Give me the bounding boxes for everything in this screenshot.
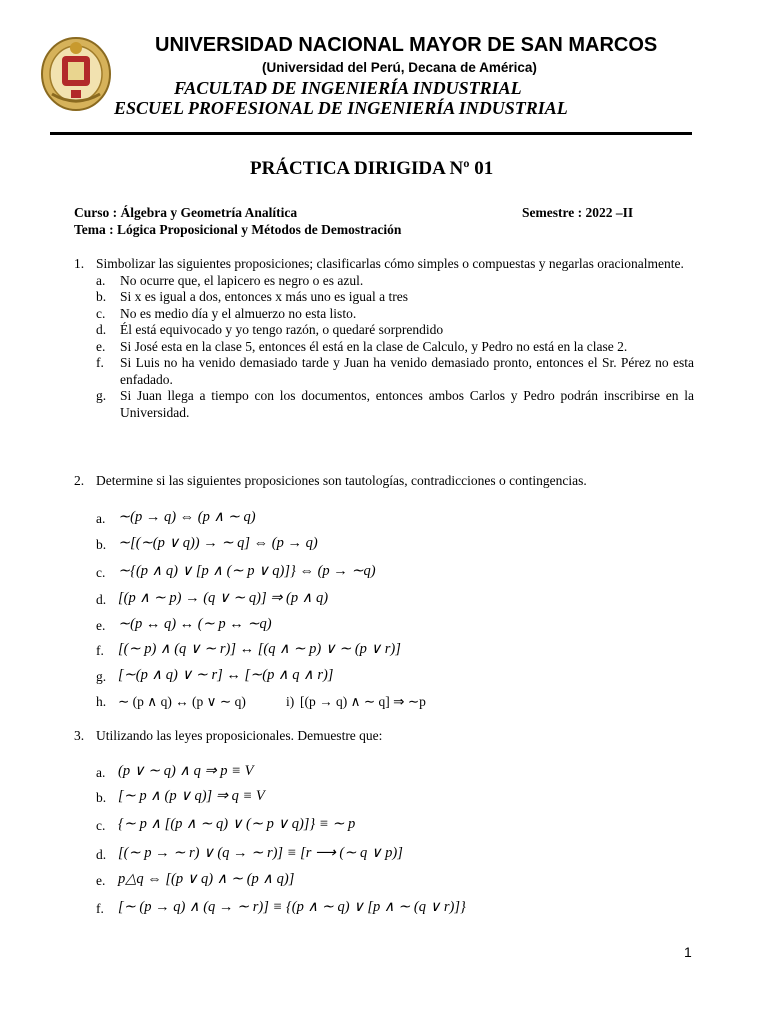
list-item [74, 388, 694, 421]
item-letter: b. [96, 289, 107, 304]
question-text: Utilizando las leyes proposicionales. Demuestre que: [96, 728, 383, 743]
course-label: Curso : Álgebra y Geometría Analítica [74, 205, 298, 220]
item-text: Si José esta en la clase 5, entonces él está en la clase de Calculo, y Pedro no está en la clase 2. [120, 338, 628, 354]
formula: ∼{(p ∧ q) ∨ [p ∧ (∼ p ∨ q)]} ⇔ (p → ∼q) [118, 563, 376, 579]
question-3 [74, 728, 694, 745]
question-text: Simbolizar las siguientes proposiciones; clasificarlas cómo simples o compuestas y negarlas oracionalmente. [96, 256, 684, 271]
item-letter: i) [286, 694, 295, 709]
list-item [74, 289, 694, 306]
formula: [(p ∧ ∼ p) → (q ∨ ∼ q)] ⇒ (p ∧ q) [118, 590, 329, 606]
formula: ∼(p ↔ q) ↔ (∼ p ↔ ∼q) [118, 616, 272, 632]
formula: ∼ (p ∧ q) ↔ (p ∨ ∼ q) [118, 694, 246, 709]
formula: (p ∨ ∼ q) ∧ q ⇒ p ≡ V [118, 763, 254, 779]
item-text: Si Juan llega a tiempo con los documentos, entonces ambos Carlos y Pedro podrán inscribirse en la Universidad. [120, 388, 694, 420]
item-letter: f. [96, 643, 104, 658]
formula: [∼ (p → q) ∧ (q → ∼ r)] ≡ {(p ∧ ∼ q) ∨ [p ∧ ∼ (q ∨ r)]} [118, 899, 466, 915]
item-letter: b. [96, 537, 107, 552]
formula: [(p → q) ∧ ∼ q] ⇒ ∼p [300, 694, 426, 709]
question-2 [74, 473, 694, 490]
formula: [(∼ p) ∧ (q ∨ ∼ r)] ↔ [(q ∧ ∼ p) ∨ ∼ (p ∨ r)] [118, 641, 401, 657]
item-letter: e. [96, 338, 106, 354]
school-name: ESCUEL PROFESIONAL DE INGENIERÍA INDUSTRIAL [114, 98, 568, 118]
topic-label: Tema : Lógica Proposicional y Métodos de Demostración [74, 222, 402, 237]
page-title: PRÁCTICA DIRIGIDA Nº 01 [250, 158, 494, 179]
item-text: No es medio día y el almuerzo no esta listo. [120, 305, 357, 321]
item-letter: e. [96, 873, 106, 888]
formula: ∼(p → q) ⇔ (p ∧ ∼ q) [118, 509, 256, 525]
page-number: 1 [684, 944, 692, 960]
item-letter: c. [96, 305, 106, 321]
item-letter: c. [96, 565, 106, 580]
item-letter: d. [96, 847, 107, 862]
item-letter: e. [96, 618, 106, 633]
question-text: Determine si las siguientes proposiciones son tautologías, contradicciones o contingencias. [96, 473, 587, 488]
formula: [∼(p ∧ q) ∨ ∼ r] ↔ [∼(p ∧ q ∧ r)] [118, 667, 334, 683]
faculty-name: FACULTAD DE INGENIERÍA INDUSTRIAL [174, 78, 522, 98]
question-number: 1. [74, 256, 85, 271]
list-item [74, 306, 694, 323]
item-text: Si Luis no ha venido demasiado tarde y Juan ha venido demasiado pronto, entonces el Sr. Pérez no esta enfadado. [120, 355, 694, 387]
item-letter: b. [96, 790, 107, 805]
question-1 [74, 256, 694, 421]
item-letter: a. [96, 272, 106, 288]
university-subtitle: (Universidad del Perú, Decana de América) [262, 60, 537, 75]
item-letter: c. [96, 818, 106, 833]
item-letter: f. [96, 901, 104, 916]
question-1-items [74, 273, 694, 422]
item-letter: d. [96, 322, 107, 337]
university-name: UNIVERSIDAD NACIONAL MAYOR DE SAN MARCOS [155, 34, 658, 56]
list-item [74, 339, 694, 356]
list-item [74, 355, 694, 388]
item-letter: a. [96, 511, 106, 526]
university-crest-logo [38, 34, 114, 112]
item-letter: a. [96, 765, 106, 780]
item-text: No ocurre que, el lapicero es negro o es azul. [120, 272, 364, 288]
formula: [∼ p ∧ (p ∨ q)] ⇒ q ≡ V [118, 788, 265, 804]
formula: ∼[(∼(p ∨ q)) → ∼ q] ⇔ (p → q) [118, 535, 318, 551]
semester-label: Semestre : 2022 –II [522, 205, 634, 220]
formula: p△q ⇔ [(p ∨ q) ∧ ∼ (p ∧ q)] [118, 871, 295, 887]
question-number: 2. [74, 473, 85, 488]
item-letter: h. [96, 694, 107, 709]
formula: {∼ p ∧ [(p ∧ ∼ q) ∨ (∼ p ∨ q)]} ≡ ∼ p [118, 816, 356, 832]
header-divider [50, 132, 692, 135]
question-number: 3. [74, 728, 85, 743]
list-item [74, 273, 694, 290]
item-letter: d. [96, 592, 107, 607]
item-letter: g. [96, 669, 107, 684]
item-letter: f. [96, 355, 104, 370]
item-text: Si x es igual a dos, entonces x más uno es igual a tres [120, 289, 408, 304]
formula: [(∼ p → ∼ r) ∨ (q → ∼ r)] ≡ [r ⟶ (∼ q ∨ p)] [118, 845, 403, 861]
list-item [74, 322, 694, 339]
item-text: Él está equivocado y yo tengo razón, o quedaré sorprendido [120, 322, 444, 337]
item-letter: g. [96, 388, 107, 403]
